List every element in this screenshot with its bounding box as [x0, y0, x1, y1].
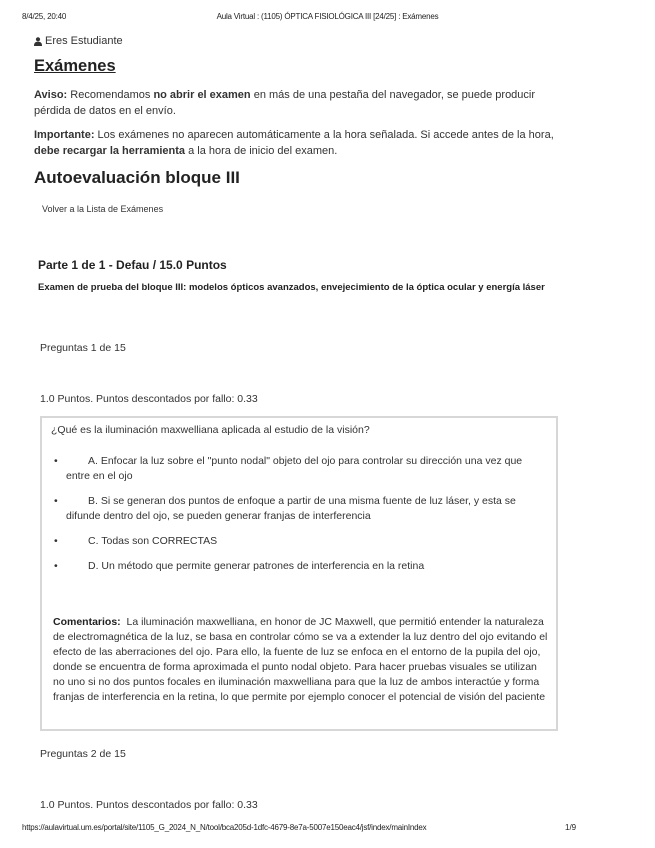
user-role-label: Eres Estudiante [45, 35, 123, 47]
question-1-box [40, 416, 558, 731]
option-b[interactable] [42, 494, 556, 524]
print-footer-page: 1/9 [565, 823, 577, 832]
option-a-text: A. Enfocar la luz sobre el "punto nodal" objeto del ojo para controlar su dirección una vez que entre en el ojo [66, 455, 523, 482]
question-2-count: Preguntas 2 de 15 [40, 748, 126, 760]
page-title: Exámenes [34, 57, 116, 75]
user-icon [34, 37, 42, 46]
bullet-icon: • [54, 535, 58, 547]
back-to-exam-list-link[interactable]: Volver a la Lista de Exámenes [42, 204, 164, 214]
important-text-before: Los exámenes no aparecen automáticamente a la hora señalada. Si accede antes de la hora, [94, 129, 554, 141]
notice-paragraph [34, 87, 574, 119]
option-d-text: D. Un método que permite generar patrones de interferencia en la retina [88, 560, 425, 572]
question-1-text: ¿Qué es la iluminación maxwelliana aplicada al estudio de la visión? [51, 424, 370, 436]
comments-text: La iluminación maxwelliana, en honor de JC Maxwell, que permitió entender la naturaleza de electromagnética de la luz, se basa en controlar cómo se va a extender la luz dentro del ojo evitando el efecto de las aberraciones del ojo. Para ello, la fuente de luz se enfoca en el entorno de la pupila del ojo, donde se encuentra de forma aproximada el punto nodal objeto. Para hacer pruebas visuales se utilizan no uno si no dos puntos focales en iluminación maxwelliana para que la luz de ambos interactúe y forma franjas de interferencia en la retina, lo que permite por ejemplo conocer el potencial de visión del paciente [53, 616, 548, 703]
question-1-options [42, 454, 556, 584]
user-role [34, 35, 123, 47]
print-header-datetime: 8/4/25, 20:40 [22, 12, 67, 21]
bullet-icon: • [54, 495, 58, 507]
comments-label: Comentarios: [53, 616, 121, 628]
question-1-count: Preguntas 1 de 15 [40, 342, 126, 354]
bullet-icon: • [54, 455, 58, 467]
option-c[interactable] [42, 534, 556, 549]
important-label: Importante: [34, 129, 95, 141]
exam-title: Autoevaluación bloque III [34, 168, 240, 187]
print-header-title: Aula Virtual : (1105) ÓPTICA FISIOLÓGICA III [24/25] : Exámenes [216, 12, 439, 21]
notice-bold: no abrir el examen [153, 89, 251, 101]
option-c-text: C. Todas son CORRECTAS [88, 535, 218, 547]
option-a[interactable] [42, 454, 556, 484]
question-2-points: 1.0 Puntos. Puntos descontados por fallo: 0.33 [40, 799, 258, 811]
notice-text-before: Recomendamos [67, 89, 154, 101]
question-1-comments [53, 615, 551, 705]
option-d[interactable] [42, 559, 556, 574]
question-1-points: 1.0 Puntos. Puntos descontados por fallo: 0.33 [40, 393, 258, 405]
notice-text-after: en más de una pestaña del navegador, se puede producir pérdida de datos en el envío. [34, 89, 536, 117]
part-title: Parte 1 de 1 - Defau / 15.0 Puntos [38, 258, 227, 272]
notice-label: Aviso: [34, 89, 68, 101]
important-paragraph [34, 127, 574, 159]
part-subtitle: Examen de prueba del bloque III: modelos ópticos avanzados, envejecimiento de la óptica ocular y energía láser [38, 282, 545, 293]
bullet-icon: • [54, 560, 58, 572]
important-text-after: a la hora de inicio del examen. [185, 145, 338, 157]
print-footer-url: https://aulavirtual.um.es/portal/site/1105_G_2024_N_N/tool/bca205d-1dfc-4679-8e7a-5007e150eac4/jsf/index/mainIndex [22, 823, 427, 832]
option-b-text: B. Si se generan dos puntos de enfoque a partir de una misma fuente de luz láser, y esta se difunde dentro del ojo, se pueden generar franjas de interferencia [66, 495, 516, 522]
important-bold: debe recargar la herramienta [34, 145, 186, 157]
